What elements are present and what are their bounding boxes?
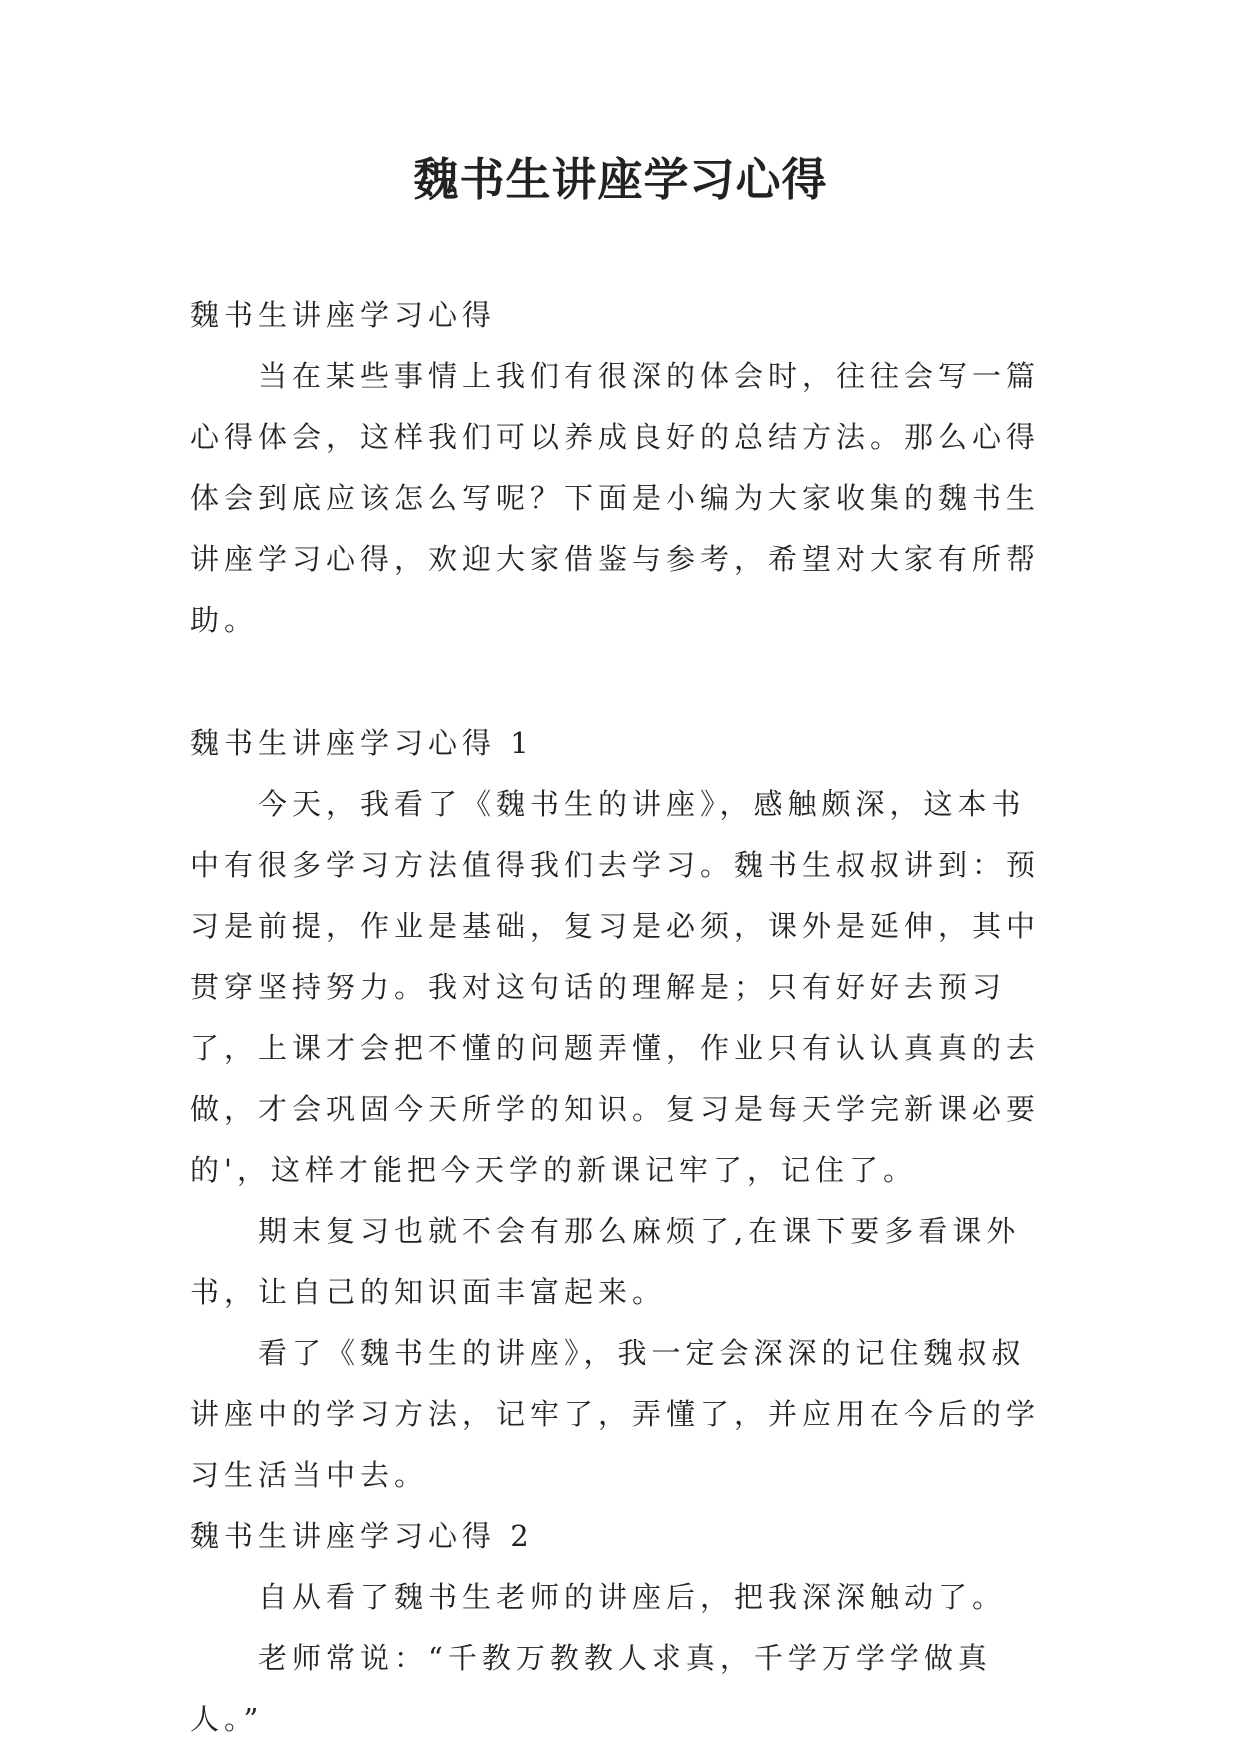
document-body	[190, 285, 1050, 1750]
section-2-paragraph-2: 老师常说：“千教万教教人求真，千学万学学做真人。”	[190, 1641, 992, 1736]
section-2-heading: 魏书生讲座学习心得 2	[190, 1519, 534, 1553]
section-2-paragraph-1: 自从看了魏书生老师的讲座后，把我深深触动了。	[258, 1580, 1007, 1614]
section-1-paragraph-1: 今天，我看了《魏书生的讲座》，感触颇深，这本书中有很多学习方法值得我们去学习。魏书生叔叔讲到：预习是前提，作业是基础，复习是必须，课外是延伸，其中贯穿坚持努力。我对这句话的理解是；只有好好去预习了，上课才会把不懂的问题弄懂，作业只有认认真真的去做，才会巩固今天所学的知识。复习是每天学完新课必要的'，这样才能把今天学的新课记牢了，记住了。	[190, 787, 1041, 1187]
section-1-paragraph-2: 期末复习也就不会有那么麻烦了,在课下要多看课外书，让自己的知识面丰富起来。	[190, 1214, 1021, 1309]
intro-heading: 魏书生讲座学习心得	[190, 298, 497, 332]
intro-paragraph: 当在某些事情上我们有很深的体会时，往往会写一篇心得体会，这样我们可以养成良好的总结方法。那么心得体会到底应该怎么写呢？下面是小编为大家收集的魏书生讲座学习心得，欢迎大家借鉴与参考，希望对大家有所帮助。	[190, 359, 1041, 637]
document-title: 魏书生讲座学习心得	[413, 153, 828, 206]
section-spacer	[190, 651, 1050, 713]
section-1-heading: 魏书生讲座学习心得 1	[190, 726, 534, 760]
section-1-paragraph-3: 看了《魏书生的讲座》，我一定会深深的记住魏叔叔讲座中的学习方法，记牢了，弄懂了，并应用在今后的学习生活当中去。	[190, 1336, 1041, 1492]
